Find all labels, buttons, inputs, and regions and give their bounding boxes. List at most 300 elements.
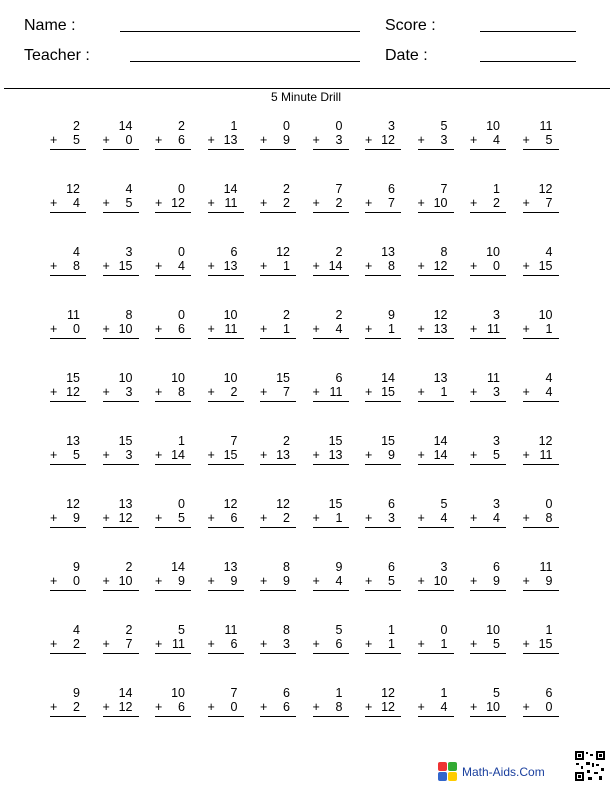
plus-sign: + (365, 448, 373, 462)
addend-bottom: 1 (545, 322, 553, 336)
plus-sign: + (470, 385, 478, 399)
problem (313, 371, 349, 402)
problem (418, 119, 454, 150)
addend-top: 0 (178, 182, 185, 196)
addend-top: 11 (67, 308, 80, 322)
addend-top: 12 (223, 497, 238, 511)
addend-bottom: 8 (545, 511, 553, 525)
problem (523, 245, 559, 276)
problem (208, 686, 244, 717)
plus-sign: + (207, 196, 215, 210)
plus-sign: + (470, 574, 478, 588)
addend-top: 3 (493, 497, 500, 511)
addend-bottom-row (470, 511, 506, 528)
addend-bottom-row (155, 385, 191, 402)
addend-top: 0 (440, 623, 448, 637)
problem (50, 434, 86, 465)
addend-top: 14 (223, 182, 238, 196)
addend-bottom-row (260, 322, 296, 339)
addend-bottom-row (50, 574, 86, 591)
brand (438, 762, 545, 782)
addend-bottom: 1 (335, 511, 343, 525)
problem (260, 434, 296, 465)
addend-bottom: 2 (73, 700, 80, 714)
addend-bottom-row (418, 574, 454, 591)
plus-sign: + (155, 322, 163, 336)
problem (418, 497, 454, 528)
plus-sign: + (522, 259, 530, 273)
addend-bottom: 12 (381, 700, 395, 714)
addend-bottom-row (103, 133, 139, 150)
plus-sign: + (102, 322, 110, 336)
addend-bottom: 10 (486, 700, 500, 714)
addend-bottom: 13 (328, 448, 343, 462)
addend-bottom-row (418, 637, 454, 654)
addend-top: 10 (223, 308, 238, 322)
problem (418, 182, 454, 213)
plus-sign: + (417, 196, 425, 210)
problem (523, 182, 559, 213)
addend-top: 4 (125, 182, 133, 196)
addend-bottom: 15 (538, 637, 553, 651)
addend-bottom: 6 (230, 511, 238, 525)
plus-sign: + (470, 133, 478, 147)
problem (470, 182, 506, 213)
addend-top: 4 (545, 371, 553, 385)
plus-sign: + (102, 196, 110, 210)
addend-bottom-row (313, 385, 349, 402)
addend-top: 15 (66, 371, 80, 385)
addend-bottom-row (155, 322, 191, 339)
addend-top: 10 (171, 371, 185, 385)
addend-bottom-row (418, 448, 454, 465)
addend-bottom-row (470, 385, 506, 402)
plus-sign: + (102, 133, 110, 147)
addend-bottom-row (50, 637, 86, 654)
addend-bottom-row (418, 196, 454, 213)
problem (365, 182, 401, 213)
addend-bottom-row (50, 385, 86, 402)
plus-sign: + (312, 133, 320, 147)
problem (418, 245, 454, 276)
addend-top: 10 (486, 119, 500, 133)
addend-bottom-row (523, 196, 559, 213)
plus-sign: + (260, 511, 268, 525)
addend-bottom: 2 (283, 196, 290, 210)
plus-sign: + (522, 637, 530, 651)
addend-bottom: 1 (440, 385, 448, 399)
plus-sign: + (522, 700, 530, 714)
addend-top: 2 (125, 623, 133, 637)
addend-top: 15 (381, 434, 395, 448)
addend-top: 5 (178, 623, 185, 637)
date-line[interactable] (480, 61, 576, 62)
plus-sign: + (155, 637, 163, 651)
problem (103, 371, 139, 402)
plus-sign: + (50, 259, 58, 273)
addend-top: 8 (283, 560, 290, 574)
problem (365, 560, 401, 591)
plus-sign: + (50, 133, 58, 147)
addend-bottom: 3 (125, 385, 133, 399)
plus-sign: + (207, 385, 215, 399)
plus-sign: + (102, 700, 110, 714)
problem (523, 686, 559, 717)
problem (155, 686, 191, 717)
plus-sign: + (102, 448, 110, 462)
date-label: Date : (385, 47, 428, 64)
addend-bottom: 1 (388, 637, 395, 651)
plus-sign: + (522, 322, 530, 336)
problem (208, 560, 244, 591)
problem (313, 497, 349, 528)
addend-bottom: 5 (178, 511, 185, 525)
addend-top: 13 (381, 245, 395, 259)
problem (470, 371, 506, 402)
addend-top: 10 (486, 623, 500, 637)
addend-bottom-row (418, 322, 454, 339)
addend-bottom: 2 (230, 385, 238, 399)
addend-top: 9 (73, 560, 80, 574)
name-label: Name : (24, 17, 76, 34)
addend-bottom-row (523, 133, 559, 150)
plus-sign: + (470, 196, 478, 210)
addend-top: 13 (66, 434, 80, 448)
addend-top: 2 (335, 245, 343, 259)
problem (470, 497, 506, 528)
addend-top: 0 (178, 497, 185, 511)
addend-top: 10 (171, 686, 185, 700)
addend-bottom-row (208, 637, 244, 654)
problem (103, 434, 139, 465)
plus-sign: + (365, 637, 373, 651)
addend-bottom: 11 (539, 448, 553, 462)
addend-top: 11 (539, 119, 553, 133)
addend-bottom: 6 (178, 700, 185, 714)
problem (523, 434, 559, 465)
divider (4, 88, 610, 89)
addend-bottom-row (208, 574, 244, 591)
addend-top: 12 (276, 497, 290, 511)
addend-bottom: 6 (178, 133, 185, 147)
addend-top: 1 (493, 182, 500, 196)
addend-bottom-row (365, 133, 401, 150)
plus-sign: + (50, 700, 58, 714)
addend-top: 13 (118, 497, 133, 511)
addend-top: 8 (440, 245, 448, 259)
plus-sign: + (417, 385, 425, 399)
addend-bottom: 8 (178, 385, 185, 399)
problem (208, 119, 244, 150)
addend-bottom: 3 (388, 511, 395, 525)
addend-bottom: 3 (125, 448, 133, 462)
plus-sign: + (365, 259, 373, 273)
addend-bottom: 6 (178, 322, 185, 336)
plus-sign: + (417, 511, 425, 525)
addend-bottom-row (155, 196, 191, 213)
plus-sign: + (365, 196, 373, 210)
addend-top: 4 (545, 245, 553, 259)
name-line[interactable] (120, 31, 360, 32)
plus-sign: + (102, 259, 110, 273)
addend-bottom: 14 (171, 448, 185, 462)
addend-bottom-row (208, 700, 244, 717)
plus-sign: + (365, 385, 373, 399)
addend-bottom: 8 (73, 259, 80, 273)
problem (523, 497, 559, 528)
addend-bottom-row (208, 511, 244, 528)
score-label: Score : (385, 17, 436, 34)
addend-bottom-row (365, 259, 401, 276)
plus-sign: + (155, 574, 163, 588)
addend-top: 6 (545, 686, 553, 700)
addend-bottom-row (103, 322, 139, 339)
plus-sign: + (260, 574, 268, 588)
plus-sign: + (207, 448, 215, 462)
problem (470, 623, 506, 654)
addend-bottom-row (523, 448, 559, 465)
addend-bottom: 3 (493, 385, 500, 399)
addend-top: 6 (493, 560, 500, 574)
addend-top: 0 (178, 308, 185, 322)
addend-top: 14 (118, 686, 133, 700)
problem (208, 623, 244, 654)
addend-bottom-row (470, 259, 506, 276)
plus-sign: + (50, 196, 58, 210)
problem (313, 686, 349, 717)
addend-top: 1 (440, 686, 448, 700)
problem (208, 308, 244, 339)
addend-bottom: 12 (381, 133, 395, 147)
addend-bottom: 0 (125, 133, 133, 147)
addend-top: 0 (283, 119, 290, 133)
addend-top: 6 (388, 497, 395, 511)
problem (103, 182, 139, 213)
problem (155, 434, 191, 465)
addend-bottom-row (365, 196, 401, 213)
addend-top: 4 (73, 245, 80, 259)
addend-bottom-row (155, 637, 191, 654)
addend-bottom: 1 (388, 322, 395, 336)
addend-bottom: 9 (73, 511, 80, 525)
addend-bottom-row (365, 448, 401, 465)
addend-top: 2 (178, 119, 185, 133)
addend-bottom: 2 (283, 511, 290, 525)
addend-bottom-row (313, 700, 349, 717)
addend-bottom-row (260, 385, 296, 402)
addend-bottom: 11 (329, 385, 343, 399)
addend-top: 10 (118, 371, 133, 385)
addend-bottom: 1 (283, 322, 290, 336)
addend-bottom-row (523, 385, 559, 402)
addend-top: 13 (223, 560, 238, 574)
problem (470, 119, 506, 150)
addend-top: 1 (178, 434, 185, 448)
plus-sign: + (417, 133, 425, 147)
addend-top: 1 (545, 623, 553, 637)
addend-top: 7 (230, 686, 238, 700)
plus-sign: + (155, 385, 163, 399)
page-title: 5 Minute Drill (270, 90, 342, 104)
addend-bottom-row (523, 574, 559, 591)
problem (50, 560, 86, 591)
addend-bottom: 2 (335, 196, 343, 210)
addend-bottom-row (103, 448, 139, 465)
problem (50, 371, 86, 402)
addend-bottom-row (208, 133, 244, 150)
addend-bottom-row (260, 511, 296, 528)
problem (50, 308, 86, 339)
addend-bottom-row (103, 259, 139, 276)
addend-top: 6 (388, 560, 395, 574)
addend-bottom-row (470, 196, 506, 213)
plus-sign: + (50, 385, 58, 399)
addend-top: 2 (125, 560, 133, 574)
addend-bottom: 4 (73, 196, 80, 210)
addend-bottom-row (313, 511, 349, 528)
problem (313, 560, 349, 591)
plus-sign: + (365, 511, 373, 525)
addend-bottom: 12 (433, 259, 448, 273)
addend-bottom: 7 (388, 196, 395, 210)
addend-top: 11 (224, 623, 238, 637)
addend-top: 3 (388, 119, 395, 133)
addend-top: 15 (276, 371, 290, 385)
problem (155, 119, 191, 150)
problem (470, 686, 506, 717)
plus-sign: + (365, 700, 373, 714)
problem (470, 434, 506, 465)
plus-sign: + (522, 133, 530, 147)
addend-top: 0 (335, 119, 343, 133)
teacher-line[interactable] (130, 61, 360, 62)
addend-bottom: 4 (440, 700, 448, 714)
addend-bottom: 0 (493, 259, 500, 273)
addend-bottom-row (260, 196, 296, 213)
addend-top: 12 (433, 308, 448, 322)
addend-top: 13 (433, 371, 448, 385)
plus-sign: + (365, 574, 373, 588)
addend-top: 6 (283, 686, 290, 700)
addend-bottom: 7 (545, 196, 553, 210)
addend-bottom: 5 (493, 637, 500, 651)
problem (418, 434, 454, 465)
plus-sign: + (207, 133, 215, 147)
addend-bottom-row (208, 448, 244, 465)
addend-bottom-row (50, 259, 86, 276)
plus-sign: + (155, 448, 163, 462)
addend-bottom: 5 (388, 574, 395, 588)
addend-top: 15 (118, 434, 133, 448)
addend-bottom-row (470, 637, 506, 654)
plus-sign: + (312, 259, 320, 273)
addend-bottom: 5 (73, 448, 80, 462)
addend-bottom-row (365, 700, 401, 717)
addend-top: 3 (493, 308, 500, 322)
problem (365, 245, 401, 276)
problem (208, 371, 244, 402)
problem (155, 623, 191, 654)
plus-sign: + (207, 700, 215, 714)
addend-bottom-row (418, 133, 454, 150)
addend-bottom: 4 (440, 511, 448, 525)
addend-bottom: 9 (230, 574, 238, 588)
addend-bottom: 0 (73, 574, 80, 588)
addend-top: 9 (388, 308, 395, 322)
addend-top: 2 (283, 434, 290, 448)
addend-bottom-row (523, 700, 559, 717)
plus-sign: + (522, 196, 530, 210)
plus-sign: + (312, 700, 320, 714)
addend-bottom: 14 (328, 259, 343, 273)
addend-bottom-row (103, 637, 139, 654)
plus-sign: + (102, 574, 110, 588)
addend-bottom-row (103, 700, 139, 717)
plus-sign: + (260, 133, 268, 147)
plus-sign: + (312, 637, 320, 651)
plus-sign: + (207, 574, 215, 588)
problem (365, 371, 401, 402)
addend-bottom-row (313, 574, 349, 591)
addend-bottom-row (260, 637, 296, 654)
plus-sign: + (365, 322, 373, 336)
addend-top: 15 (328, 497, 343, 511)
addend-bottom-row (50, 133, 86, 150)
problem (103, 686, 139, 717)
addend-top: 8 (283, 623, 290, 637)
problem (260, 371, 296, 402)
addend-bottom-row (418, 385, 454, 402)
addend-bottom: 12 (118, 511, 133, 525)
addend-bottom-row (313, 133, 349, 150)
addend-top: 12 (538, 434, 553, 448)
addend-bottom-row (208, 322, 244, 339)
math-aids-logo-icon (438, 762, 458, 782)
addend-top: 10 (223, 371, 238, 385)
plus-sign: + (312, 196, 320, 210)
addend-bottom: 12 (118, 700, 133, 714)
problem (313, 434, 349, 465)
addend-bottom: 4 (335, 574, 343, 588)
addend-bottom: 3 (335, 133, 343, 147)
problem (155, 182, 191, 213)
addend-bottom: 10 (433, 196, 448, 210)
score-line[interactable] (480, 31, 576, 32)
problem (103, 308, 139, 339)
problem (208, 182, 244, 213)
plus-sign: + (522, 448, 530, 462)
addend-top: 0 (545, 497, 553, 511)
addend-bottom: 5 (545, 133, 553, 147)
addend-bottom-row (260, 133, 296, 150)
addend-top: 2 (73, 119, 80, 133)
plus-sign: + (522, 385, 530, 399)
problem (365, 623, 401, 654)
plus-sign: + (102, 385, 110, 399)
addend-top: 7 (335, 182, 343, 196)
addend-top: 7 (440, 182, 448, 196)
problem (313, 623, 349, 654)
addend-bottom: 9 (493, 574, 500, 588)
plus-sign: + (260, 196, 268, 210)
addend-bottom-row (103, 574, 139, 591)
plus-sign: + (417, 322, 425, 336)
addend-bottom: 10 (433, 574, 448, 588)
problem (103, 497, 139, 528)
addend-bottom-row (470, 700, 506, 717)
plus-sign: + (50, 574, 58, 588)
addend-bottom-row (523, 637, 559, 654)
